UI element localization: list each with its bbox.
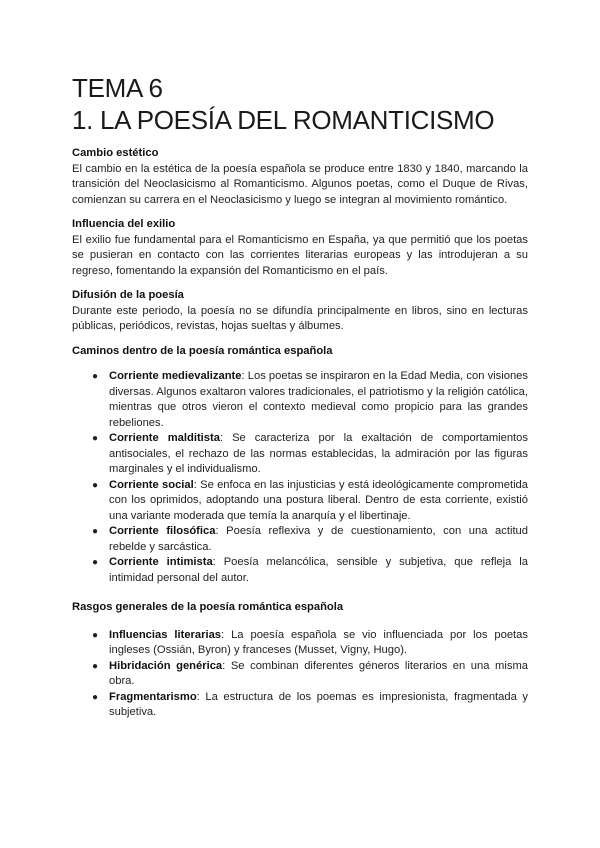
rasgos-heading: Rasgos generales de la poesía romántica española xyxy=(72,601,344,613)
bullet-icon: ● xyxy=(92,433,99,444)
caminos-heading: Caminos dentro de la poesía romántica española xyxy=(72,344,333,357)
item-text: : Poesía reflexiva y de cuestionamiento, con una actitud rebelde y sarcástica. xyxy=(109,525,529,553)
bullet-icon: ● xyxy=(92,691,99,703)
item-text: : Se combinan diferentes géneros literarios en una misma obra. xyxy=(109,659,528,687)
item-text: : Se enfoca en las injusticias y está ideológicamente comprometida con los oprimidos, adoptando una postura liberal. Dentro de esta corriente, existió una variante moderada que temía la anarquía y el libertinaje. xyxy=(109,478,528,522)
document-page xyxy=(72,72,528,721)
item-term: Influencias literarias xyxy=(109,628,222,641)
list-item xyxy=(92,659,528,690)
section-heading: Influencia del exilio xyxy=(72,218,176,230)
section-paragraph: Durante este periodo, la poesía no se difundía principalmente en libros, sino en lecturas públicas, periódicos, revistas, hojas sueltas y álbumes. xyxy=(72,304,528,332)
page-title: 1. LA POESÍA DEL ROMANTICISMO xyxy=(72,105,495,135)
item-term: Corriente filosófica xyxy=(109,525,216,537)
section-influencia-exilio xyxy=(72,217,528,279)
list-item xyxy=(92,478,528,525)
list-item xyxy=(92,628,528,659)
bullet-icon: ● xyxy=(92,371,99,382)
section-heading: Cambio estético xyxy=(72,147,159,159)
item-text: : Poesía melancólica, sensible y subjetiva, que refleja la intimidad personal del autor. xyxy=(109,556,529,584)
list-item xyxy=(92,690,528,721)
section-cambio-estetico xyxy=(72,146,528,208)
item-term: Fragmentarismo xyxy=(109,690,197,703)
item-text: : La poesía española se vio influenciada por los poetas ingleses (Ossián, Byron) y franceses (Musset, Vigny, Hugo). xyxy=(109,628,528,656)
list-item xyxy=(92,431,528,478)
item-term: Hibridación genérica xyxy=(109,659,223,672)
section-heading: Difusión de la poesía xyxy=(72,289,184,301)
item-term: Corriente malditista xyxy=(109,432,220,444)
list-item xyxy=(92,555,529,586)
item-term: Corriente medievalizante xyxy=(109,370,242,382)
item-term: Corriente social xyxy=(109,478,194,491)
section-paragraph: El exilio fue fundamental para el Romanticismo en España, ya que permitió que los poetas se pusieran en contacto con las corrientes literarias europeas y las introdujeran a su regreso, fomentando la expansión del Romanticismo en el país. xyxy=(72,233,528,277)
bullet-icon: ● xyxy=(92,479,99,491)
bullet-icon: ● xyxy=(92,557,99,568)
item-text: : Se caracteriza por la exaltación de comportamientos antisociales, el rechazo de las normas establecidas, la admiración por las figuras marginales y el individualismo. xyxy=(109,432,528,475)
bullet-icon: ● xyxy=(92,629,99,641)
item-text: : La estructura de los poemas es impresionista, fragmentada y subjetiva. xyxy=(109,690,528,718)
bullet-icon: ● xyxy=(92,526,99,537)
section-paragraph: El cambio en la estética de la poesía española se produce entre 1830 y 1840, marcando la transición del Neoclasicismo al Romanticismo. Algunos poetas, como el Duque de Rivas, comienzan su carrera en el Neoclasicismo y luego se integran al movimiento romántico. xyxy=(72,162,528,206)
item-text: : Los poetas se inspiraron en la Edad Media, con visiones diversas. Algunos exaltaron valores tradicionales, el patriotismo y la religión católica, mientras que otros vieron el contexto medieval como propicio para las grandes rebeliones. xyxy=(109,370,528,429)
rasgos-list xyxy=(72,628,528,721)
item-term: Corriente intimista xyxy=(109,556,213,568)
section-difusion-poesia xyxy=(72,288,528,335)
list-item xyxy=(92,524,529,555)
list-item xyxy=(92,369,528,431)
topic-heading: TEMA 6 xyxy=(72,73,163,103)
caminos-list xyxy=(72,369,528,586)
bullet-icon: ● xyxy=(92,660,99,672)
